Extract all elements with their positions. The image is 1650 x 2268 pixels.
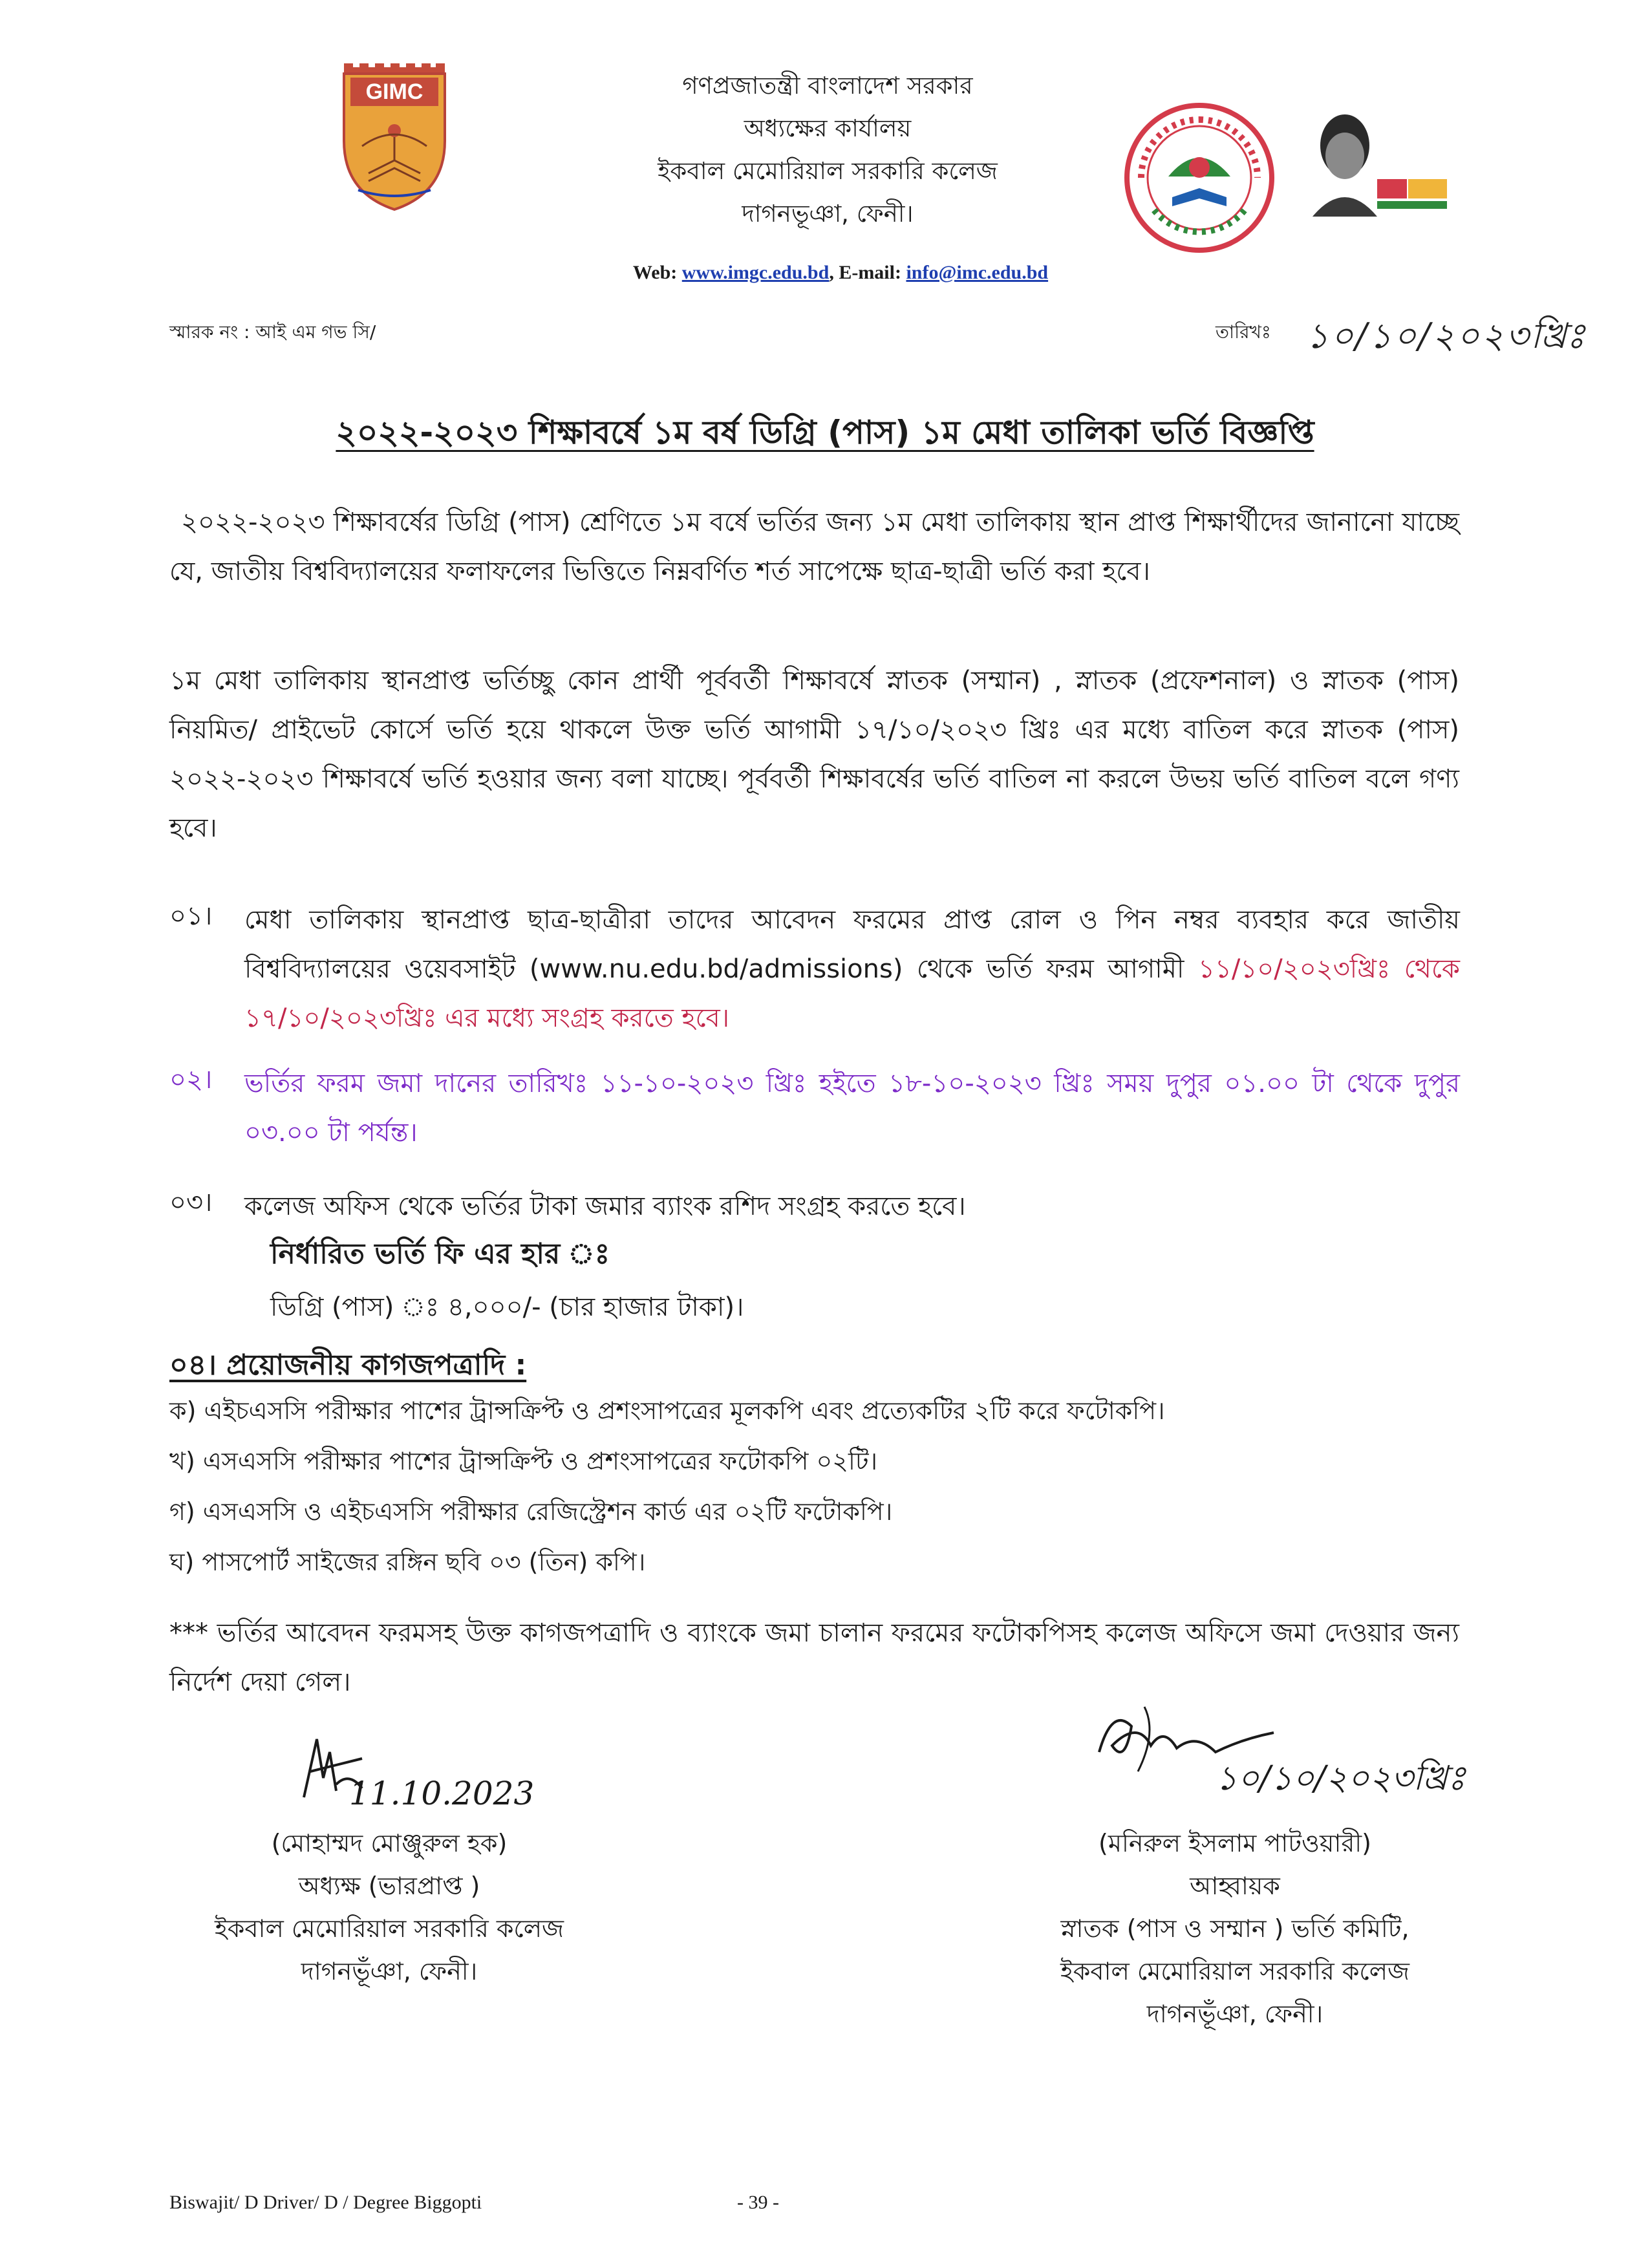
right-signatory-college: ইকবাল মেমোরিয়াল সরকারি কলেজ: [1060, 1957, 1410, 1985]
web-label: Web:: [632, 262, 682, 283]
item-03-text: কলেজ অফিস থেকে ভর্তির টাকা জমার ব্যাংক রশিদ সংগ্রহ করতে হবে।: [244, 1192, 966, 1221]
government-name: গণপ্রজাতন্ত্রী বাংলাদেশ সরকার: [682, 72, 973, 100]
right-signature-date: ১০/১০/২০২৩খ্রিঃ: [1216, 1759, 1466, 1798]
date-value: ১০/১০/২০২৩খ্রিঃ: [1306, 316, 1587, 356]
left-signatory-name: (মোহাম্মদ মোঞ্জুরুল হক): [271, 1829, 508, 1857]
right-signatory-committee: স্নাতক (পাস ও সম্মান ) ভর্তি কমিটি,: [1060, 1914, 1409, 1943]
right-signatory-location: দাগনভূঁঞা, ফেনী।: [1146, 2000, 1323, 2028]
left-signatory-college: ইকবাল মেমোরিয়াল সরকারি কলেজ: [214, 1914, 564, 1943]
right-signatory-designation: আহ্বায়ক: [1190, 1872, 1280, 1900]
memo-reference: স্মারক নং : আই এম গভ সি/: [169, 321, 376, 343]
centenary-logo: [1300, 107, 1455, 217]
left-signature-date: 11.10.2023: [349, 1775, 535, 1812]
letterhead: [504, 65, 1151, 235]
document-item-ga: গ) এসএসসি ও এইচএসসি পরীক্ষার রেজিস্ট্রেশন কার্ড এর ০২টি ফটোকপি।: [169, 1497, 893, 1526]
intro-paragraph: ২০২২-২০২৩ শিক্ষাবর্ষের ডিগ্রি (পাস) শ্রেণিতে ১ম বর্ষে ভর্তির জন্য ১ম মেধা তালিকায় স্থান প্রাপ্ত শিক্ষার্থীদের জানানো যাচ্ছে যে, জাতীয় বিশ্ববিদ্যালয়ের ফলাফলের ভিত্তিতে নিম্নবর্ণিত শর্ত সাপেক্ষে ছাত্র-ছাত্রী ভর্তি করা হবে।: [169, 508, 1459, 586]
item-01-text: মেধা তালিকায় স্থানপ্রাপ্ত ছাত্র-ছাত্রীরা তাদের আবেদন ফরমের প্রাপ্ত রোল ও পিন নম্বর ব্যবহার করে জাতীয় বিশ্ববিদ্যালয়ের ওয়েবসাইট (www.nu.edu.bd/admissions) থেকে ভর্তি ফরম আগামী: [244, 905, 1460, 984]
fee-heading: নির্ধারিত ভর্তি ফি এর হার ঃ: [270, 1237, 610, 1270]
document-item-ka: ক) এইচএসসি পরীক্ষার পাশের ট্রান্সক্রিপ্ট ও প্রশংসাপত্রের মূলকপি এবং প্রত্যেকটির ২টি করে ফটোকপি।: [169, 1396, 1165, 1425]
right-signatory: [1009, 1822, 1461, 2035]
left-signatory-location: দাগনভূঁঞা, ফেনী।: [301, 1957, 478, 1985]
email-link[interactable]: info@imc.edu.bd: [906, 262, 1049, 283]
item-02-text: ভর্তির ফরম জমা দানের তারিখঃ ১১-১০-২০২৩ খ্রিঃ হইতে ১৮-১০-২০২৩ খ্রিঃ সময় দুপুর ০১.০০ টা থেকে দুপুর ০৩.০০ টা পর্যন্ত।: [244, 1069, 1460, 1148]
logo-text: GIMC: [365, 80, 423, 104]
item-number-01: ০১।: [169, 901, 213, 931]
left-signatory-designation: অধ্যক্ষ (ভারপ্রাপ্ত ): [298, 1872, 480, 1900]
footer-page-number: - 39 -: [737, 2192, 779, 2213]
footer-file-path: Biswajit/ D Driver/ D / Degree Biggopti: [169, 2192, 482, 2213]
college-logo: [336, 63, 453, 212]
cancellation-paragraph: ১ম মেধা তালিকায় স্থানপ্রাপ্ত ভর্তিচ্ছু কোন প্রার্থী পূর্ববর্তী শিক্ষাবর্ষে স্নাতক (সম্মান) , স্নাতক (প্রফেশনাল) ও স্নাতক (পাস) নিয়মিত/ প্রাইভেট কোর্সে ভর্তি হয়ে থাকলে উক্ত ভর্তি আগামী ১৭/১০/২০২৩ খ্রিঃ এর মধ্যে বাতিল করে স্নাতক (পাস) ২০২২-২০২৩ শিক্ষাবর্ষে ভর্তি হওয়ার জন্য বলা যাচ্ছে। পূর্ববর্তী শিক্ষাবর্ষের ভর্তি বাতিল না করলে উভয় ভর্তি বাতিল বলে গণ্য হবে।: [169, 666, 1459, 843]
education-emblem: [1122, 100, 1277, 255]
document-item-gha: ঘ) পাসপোর্ট সাইজের রঙ্গিন ছবি ০৩ (তিন) কপি।: [169, 1548, 646, 1576]
notice-title: ২০২২-২০২৩ শিক্ষাবর্ষে ১ম বর্ষ ডিগ্রি (পাস) ১ম মেধা তালিকা ভর্তি বিজ্ঞপ্তি: [336, 414, 1314, 451]
college-name: ইকবাল মেমোরিয়াল সরকারি কলেজ: [658, 157, 998, 185]
office-name: অধ্যক্ষের কার্যালয়: [744, 114, 912, 142]
date-label: তারিখঃ: [1216, 321, 1271, 343]
instruction-note: *** ভর্তির আবেদন ফরমসহ উক্ত কাগজপত্রাদি ও ব্যাংকে জমা চালান ফরমের ফটোকপিসহ কলেজ অফিসে জমা দেওয়ার জন্য নির্দেশ দেয়া গেল।: [169, 1618, 1459, 1697]
right-signatory-name: (মনিরুল ইসলাম পাটওয়ারী): [1098, 1829, 1371, 1857]
item-number-03: ০৩।: [169, 1188, 213, 1217]
fee-line: ডিগ্রি (পাস) ঃ ৪,০০০/- (চার হাজার টাকা)।: [270, 1292, 744, 1322]
contact-line: [388, 262, 1293, 284]
item-01-deadline: ১১/১০/২০২৩খ্রিঃ থেকে ১৭/১০/২০২৩খ্রিঃ এর মধ্যে সংগ্রহ করতে হবে।: [244, 954, 1461, 1033]
left-signatory: [169, 1822, 609, 1993]
document-item-kha: খ) এসএসসি পরীক্ষার পাশের ট্রান্সক্রিপ্ট ও প্রশংসাপত্রের ফটোকপি ০২টি।: [169, 1447, 878, 1475]
email-label: , E-mail:: [829, 262, 906, 283]
website-link[interactable]: www.imgc.edu.bd: [681, 262, 830, 283]
item-01: [244, 895, 1460, 1043]
documents-heading: ০৪। প্রয়োজনীয় কাগজপত্রাদি :: [169, 1349, 527, 1382]
college-location: দাগনভূঞা, ফেনী।: [742, 200, 914, 228]
item-number-02: ০২।: [169, 1065, 213, 1095]
